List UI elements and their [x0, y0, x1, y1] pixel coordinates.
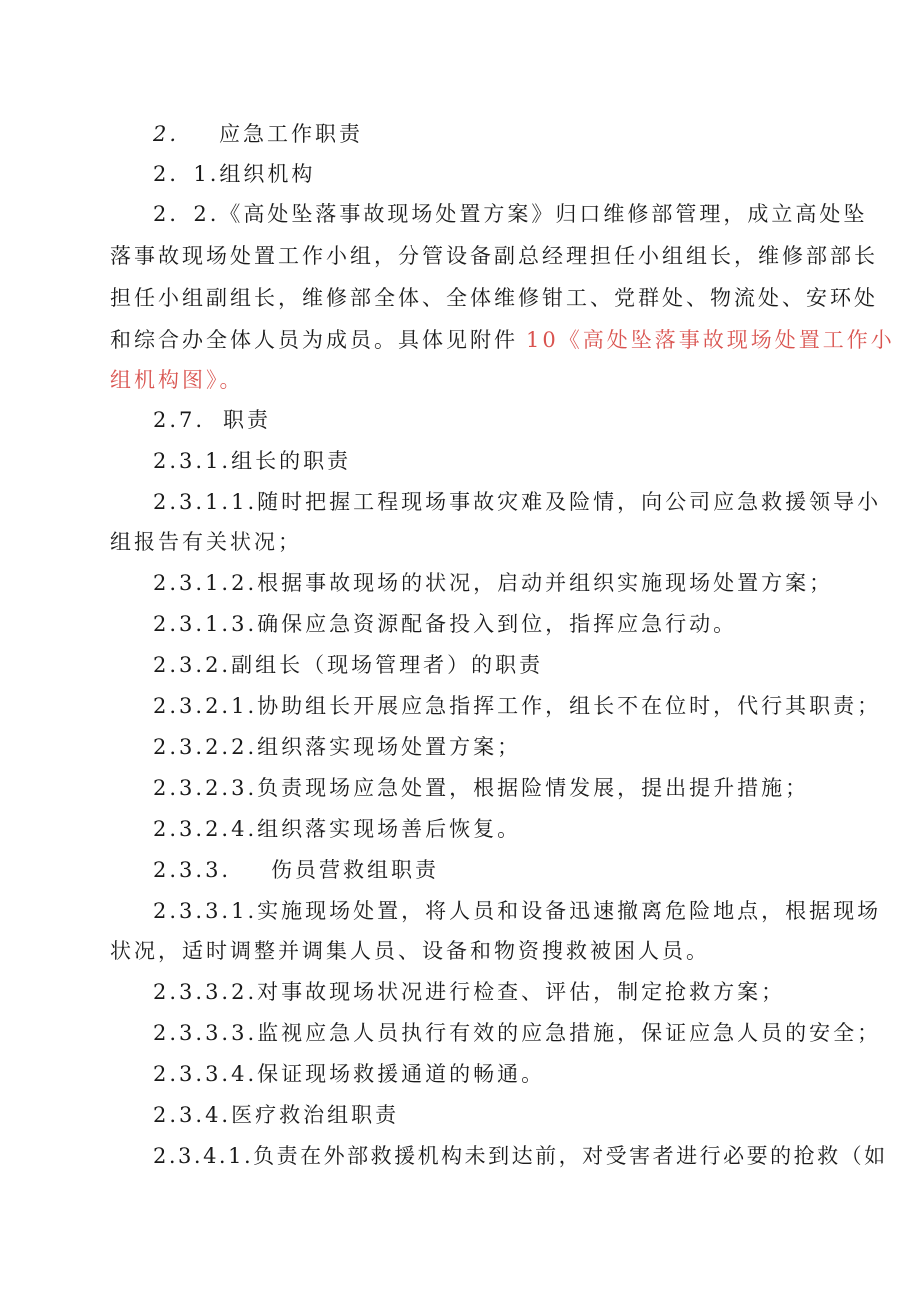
section-number: 2.3.3. — [153, 858, 232, 882]
item-2-3-2-4: 2.3.2.4.组织落实现场善后恢复。 — [153, 817, 522, 841]
section-title: 伤员营救组职责 — [271, 858, 439, 882]
section-heading-2-7 — [153, 406, 271, 434]
item-2-3-1-1-line-1: 2.3.1.1.随时把握工程现场事故灾难及险情，向公司应急救援领导小 — [153, 490, 882, 514]
item-2-3-3-1-line-2: 状况，适时调整并调集人员、设备和物资搜救被困人员。 — [110, 939, 710, 963]
section-heading-2-3-4: 2.3.4.医疗救治组职责 — [153, 1103, 400, 1127]
paragraph-2-2-line-1: 2．2.《高处坠落事故现场处置方案》归口维修部管理，成立高处坠 — [153, 202, 868, 226]
item-2-3-3-2: 2.3.3.2.对事故现场状况进行检查、评估，制定抢救方案； — [153, 980, 786, 1004]
item-2-3-4-1: 2.3.4.1.负责在外部救援机构未到达前，对受害者进行必要的抢救（如 — [153, 1144, 888, 1168]
item-2-3-2-3: 2.3.2.3.负责现场应急处置，根据险情发展，提出提升措施； — [153, 776, 810, 800]
section-heading-2-1: 2．1.组织机构 — [153, 162, 316, 186]
paragraph-2-2-line-2: 落事故现场处置工作小组，分管设备副总经理担任小组组长，维修部部长 — [110, 244, 878, 268]
paragraph-2-2-line-3: 担任小组副组长，维修部全体、全体维修钳工、党群处、物流处、安环处 — [110, 286, 878, 310]
paragraph-text: 和综合办全体人员为成员。具体见附件 — [110, 328, 518, 352]
section-number: 2.7. — [153, 408, 206, 432]
paragraph-2-2-line-4 — [110, 326, 895, 354]
attachment-reference-link-continued[interactable]: 组机构图》。 — [110, 368, 244, 392]
item-2-3-2-2: 2.3.2.2.组织落实现场处置方案； — [153, 735, 522, 759]
item-2-3-3-1-line-1: 2.3.3.1.实施现场处置，将人员和设备迅速撤离危险地点，根据现场 — [153, 899, 882, 923]
item-2-3-1-1-line-2: 组报告有关状况； — [110, 530, 302, 554]
section-heading-2 — [153, 120, 363, 148]
section-number: 2. — [153, 122, 180, 146]
section-heading-2-3-2: 2.3.2.副组长（现场管理者）的职责 — [153, 653, 544, 677]
section-title: 职责 — [223, 408, 271, 432]
section-title: 应急工作职责 — [219, 122, 363, 146]
section-heading-2-3-3 — [153, 856, 439, 884]
item-2-3-3-4: 2.3.3.4.保证现场救援通道的畅通。 — [153, 1062, 546, 1086]
item-2-3-2-1: 2.3.2.1.协助组长开展应急指挥工作，组长不在位时，代行其职责； — [153, 694, 882, 718]
item-2-3-1-2: 2.3.1.2.根据事故现场的状况，启动并组织实施现场处置方案； — [153, 571, 834, 595]
item-2-3-3-3: 2.3.3.3.监视应急人员执行有效的应急措施，保证应急人员的安全； — [153, 1021, 882, 1045]
section-heading-2-3-1: 2.3.1.组长的职责 — [153, 449, 352, 473]
item-2-3-1-3: 2.3.1.3.确保应急资源配备投入到位，指挥应急行动。 — [153, 612, 738, 636]
attachment-reference-link[interactable]: 10《高处坠落事故现场处置工作小 — [526, 328, 895, 352]
